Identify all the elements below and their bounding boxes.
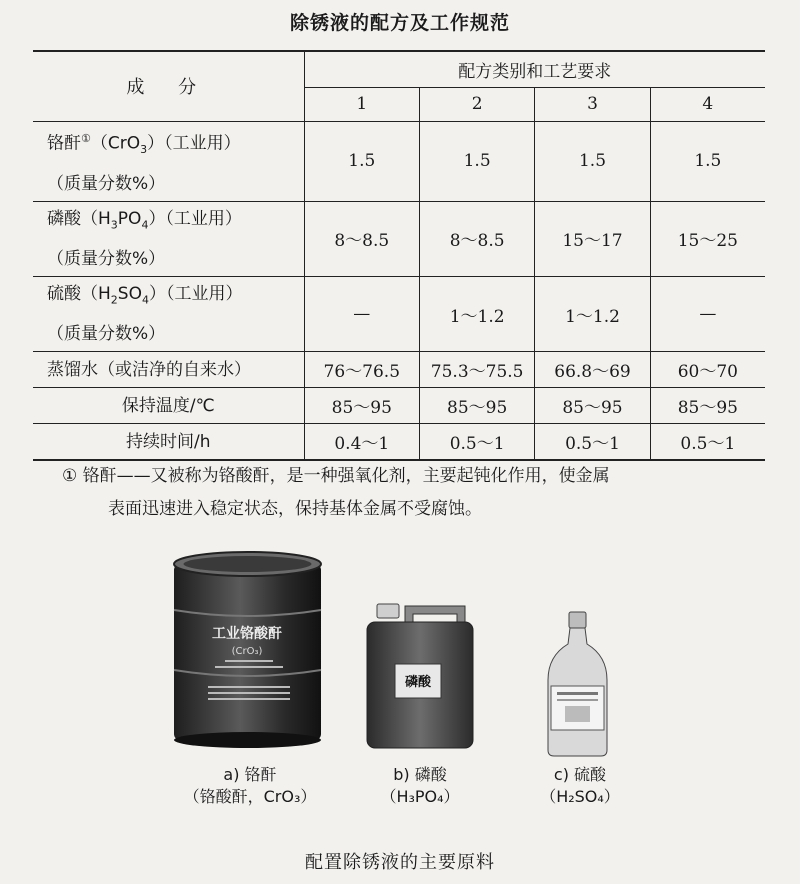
chromic-anhydride-barrel-image bbox=[170, 550, 325, 750]
cell-value: 75.3～75.5 bbox=[419, 352, 534, 388]
caption-phosphoric-acid bbox=[340, 764, 500, 808]
jug-label: 磷酸 bbox=[404, 675, 432, 690]
cell-value: 76～76.5 bbox=[304, 352, 419, 388]
component-unit: （质量分数%） bbox=[47, 173, 166, 194]
component-name: 铬酐 bbox=[47, 133, 81, 154]
table-row bbox=[33, 388, 765, 424]
component-cell: 持续时间/h bbox=[33, 424, 304, 460]
formula-part: （H bbox=[81, 283, 111, 304]
component-unit: （质量分数%） bbox=[47, 324, 166, 345]
column-header-2: 2 bbox=[419, 87, 534, 121]
cell-value: 1.5 bbox=[650, 121, 765, 201]
table-row bbox=[33, 352, 765, 388]
component-header: 成 分 bbox=[33, 51, 304, 121]
cell-value: 1～1.2 bbox=[419, 276, 534, 351]
cell-value: 1.5 bbox=[304, 121, 419, 201]
group-header: 配方类别和工艺要求 bbox=[304, 51, 765, 87]
column-header-4: 4 bbox=[650, 87, 765, 121]
table-row bbox=[33, 276, 765, 351]
barrel-formula: (CrO₃) bbox=[231, 646, 263, 657]
formula-subscript: 3 bbox=[140, 142, 148, 156]
caption-chromic-anhydride bbox=[150, 764, 350, 808]
cell-value: — bbox=[304, 276, 419, 351]
cell-value: 0.5～1 bbox=[535, 424, 650, 460]
formula-subscript: 4 bbox=[141, 293, 149, 307]
cell-value: 60～70 bbox=[650, 352, 765, 388]
table-row bbox=[33, 121, 765, 201]
formula-tail: ）（工业用） bbox=[148, 283, 243, 304]
formula-tail: ）（工业用） bbox=[148, 208, 242, 229]
cell-value: 8～8.5 bbox=[419, 201, 534, 276]
cell-value: 15～17 bbox=[535, 201, 650, 276]
cell-value: 1～1.2 bbox=[535, 276, 650, 351]
formula-subscript: 3 bbox=[110, 217, 118, 231]
formula-part: （CrO bbox=[90, 133, 141, 154]
cell-value: 1.5 bbox=[535, 121, 650, 201]
cell-value: 0.5～1 bbox=[650, 424, 765, 460]
cell-value: 0.5～1 bbox=[419, 424, 534, 460]
cell-value: 85～95 bbox=[419, 388, 534, 424]
component-name: 硫酸 bbox=[47, 283, 81, 304]
caption-line: c) 硫酸 bbox=[553, 765, 607, 784]
barrel-label: 工业铬酸酐 bbox=[212, 626, 282, 642]
footnote-line-1: ① 铬酐——又被称为铬酸酐，是一种强氧化剂，主要起钝化作用，使金属 bbox=[62, 466, 610, 486]
formula-tail: ）（工业用） bbox=[147, 133, 241, 154]
formula-part: SO bbox=[117, 283, 142, 304]
component-unit: （质量分数%） bbox=[47, 248, 166, 269]
caption-line: b) 磷酸 bbox=[393, 765, 447, 784]
table-row bbox=[33, 424, 765, 460]
cell-value: 85～95 bbox=[304, 388, 419, 424]
cell-value: — bbox=[650, 276, 765, 351]
cell-value: 8～8.5 bbox=[304, 201, 419, 276]
formula-part: PO bbox=[117, 208, 142, 229]
footnote bbox=[62, 460, 772, 526]
cell-value: 85～95 bbox=[535, 388, 650, 424]
caption-line: （H₂SO₄） bbox=[540, 787, 620, 806]
component-cell: 蒸馏水（或洁净的自来水） bbox=[33, 352, 304, 388]
component-cell bbox=[33, 276, 304, 351]
formula-table bbox=[33, 50, 765, 461]
component-cell bbox=[33, 121, 304, 201]
component-cell bbox=[33, 201, 304, 276]
cell-value: 85～95 bbox=[650, 388, 765, 424]
cell-value: 66.8～69 bbox=[535, 352, 650, 388]
column-header-3: 3 bbox=[535, 87, 650, 121]
page-title: 除锈液的配方及工作规范 bbox=[289, 12, 510, 34]
column-header-1: 1 bbox=[304, 87, 419, 121]
figure-title: 配置除锈液的主要原料 bbox=[305, 852, 495, 873]
caption-line: a) 铬酐 bbox=[223, 765, 277, 784]
cell-value: 15～25 bbox=[650, 201, 765, 276]
phosphoric-acid-jug-image bbox=[365, 600, 475, 750]
formula-subscript: 2 bbox=[110, 293, 118, 307]
footnote-mark: ① bbox=[81, 131, 91, 145]
cell-value: 1.5 bbox=[419, 121, 534, 201]
footnote-line-2: 表面迅速进入稳定状态，保持基体金属不受腐蚀。 bbox=[108, 499, 482, 519]
caption-sulfuric-acid bbox=[500, 764, 660, 808]
cell-value: 0.4～1 bbox=[304, 424, 419, 460]
table-row bbox=[33, 201, 765, 276]
formula-subscript: 4 bbox=[141, 217, 149, 231]
caption-line: （H₃PO₄） bbox=[380, 787, 460, 806]
component-name: 磷酸 bbox=[47, 208, 81, 229]
table-header-row bbox=[33, 51, 765, 87]
caption-line: （铬酸酐，CrO₃） bbox=[183, 787, 317, 806]
sulfuric-acid-bottle-image bbox=[545, 610, 610, 758]
formula-part: （H bbox=[81, 208, 111, 229]
component-cell: 保持温度/℃ bbox=[33, 388, 304, 424]
